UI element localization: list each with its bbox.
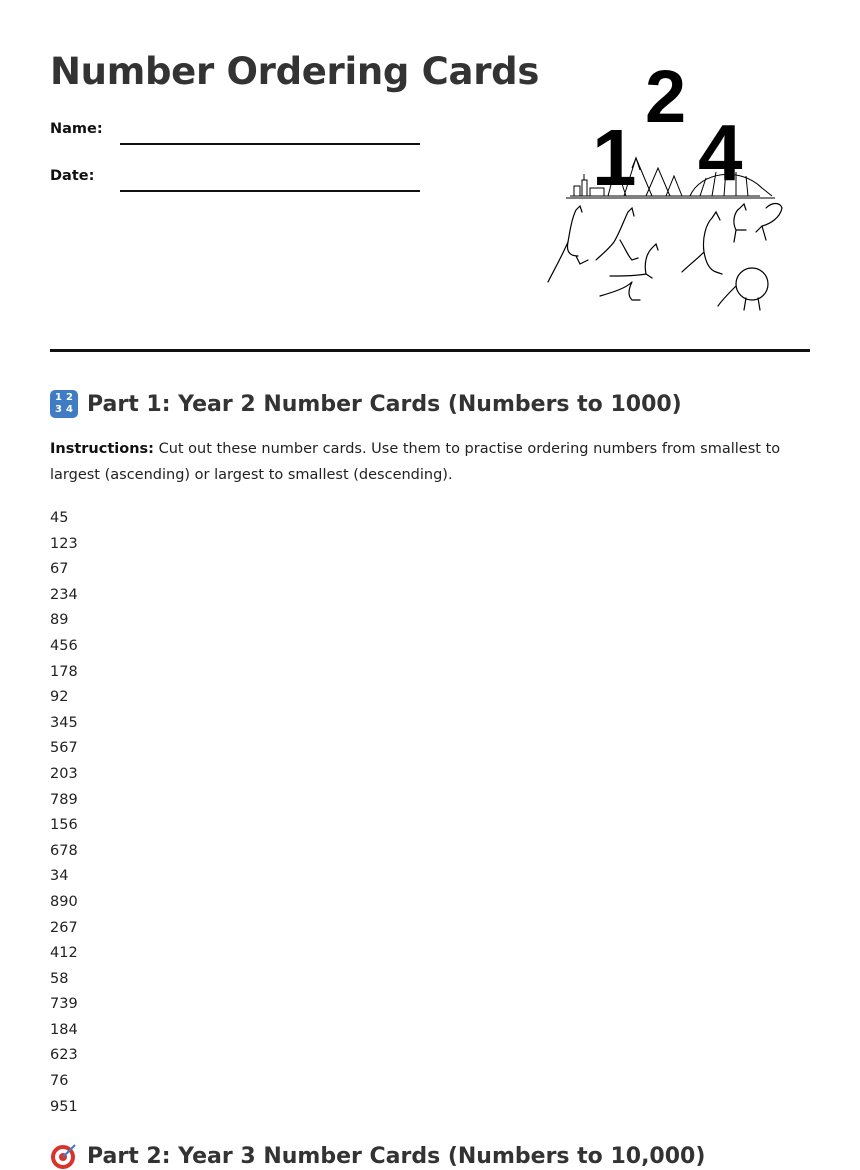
date-line <box>120 190 420 192</box>
number-card: 890 <box>50 893 78 910</box>
digit-one: 1 <box>592 113 637 202</box>
number-card: 123 <box>50 535 78 552</box>
number-card: 58 <box>50 970 69 987</box>
number-card: 67 <box>50 561 69 578</box>
name-label: Name: <box>50 121 103 137</box>
number-card: 92 <box>50 689 69 706</box>
number-card: 623 <box>50 1047 78 1064</box>
number-card: 567 <box>50 740 78 757</box>
part1-instructions <box>50 436 812 488</box>
section-divider <box>50 349 810 352</box>
date-label: Date: <box>50 168 95 184</box>
instructions-label: Instructions: <box>50 441 154 457</box>
number-card: 89 <box>50 612 69 629</box>
number-card: 345 <box>50 714 78 731</box>
emu-body <box>736 268 768 300</box>
number-card: 45 <box>50 510 69 526</box>
animals-drawing <box>548 204 782 311</box>
input-numbers-icon: 1 2 3 4 <box>50 390 78 418</box>
digit-four: 4 <box>698 108 743 197</box>
number-card: 267 <box>50 919 78 936</box>
digit-two: 2 <box>645 60 687 138</box>
number-card-list <box>50 506 78 1120</box>
number-card: 234 <box>50 586 78 603</box>
part1-heading-text: Part 1: Year 2 Number Cards (Numbers to 1000) <box>87 391 682 417</box>
number-card: 156 <box>50 817 78 834</box>
number-card: 412 <box>50 945 78 962</box>
target-icon <box>50 1142 78 1170</box>
number-card: 789 <box>50 791 78 808</box>
number-card: 203 <box>50 765 78 782</box>
number-card: 678 <box>50 842 78 859</box>
number-card: 76 <box>50 1073 69 1090</box>
number-card: 739 <box>50 996 78 1013</box>
number-card: 456 <box>50 637 78 654</box>
name-line <box>120 143 420 145</box>
part2-heading-text: Part 2: Year 3 Number Cards (Numbers to 10,000) <box>87 1143 706 1169</box>
number-card: 184 <box>50 1021 78 1038</box>
number-card: 178 <box>50 663 78 680</box>
australia-illustration <box>540 60 790 315</box>
part1-heading <box>50 390 682 418</box>
part2-heading <box>50 1142 705 1170</box>
page-title: Number Ordering Cards <box>50 50 540 93</box>
instructions-text: Cut out these number cards. Use them to practise ordering numbers from smallest to largest (ascending) or largest to smallest (descending). <box>50 441 781 483</box>
number-card: 34 <box>50 868 69 885</box>
number-card: 951 <box>50 1098 78 1115</box>
